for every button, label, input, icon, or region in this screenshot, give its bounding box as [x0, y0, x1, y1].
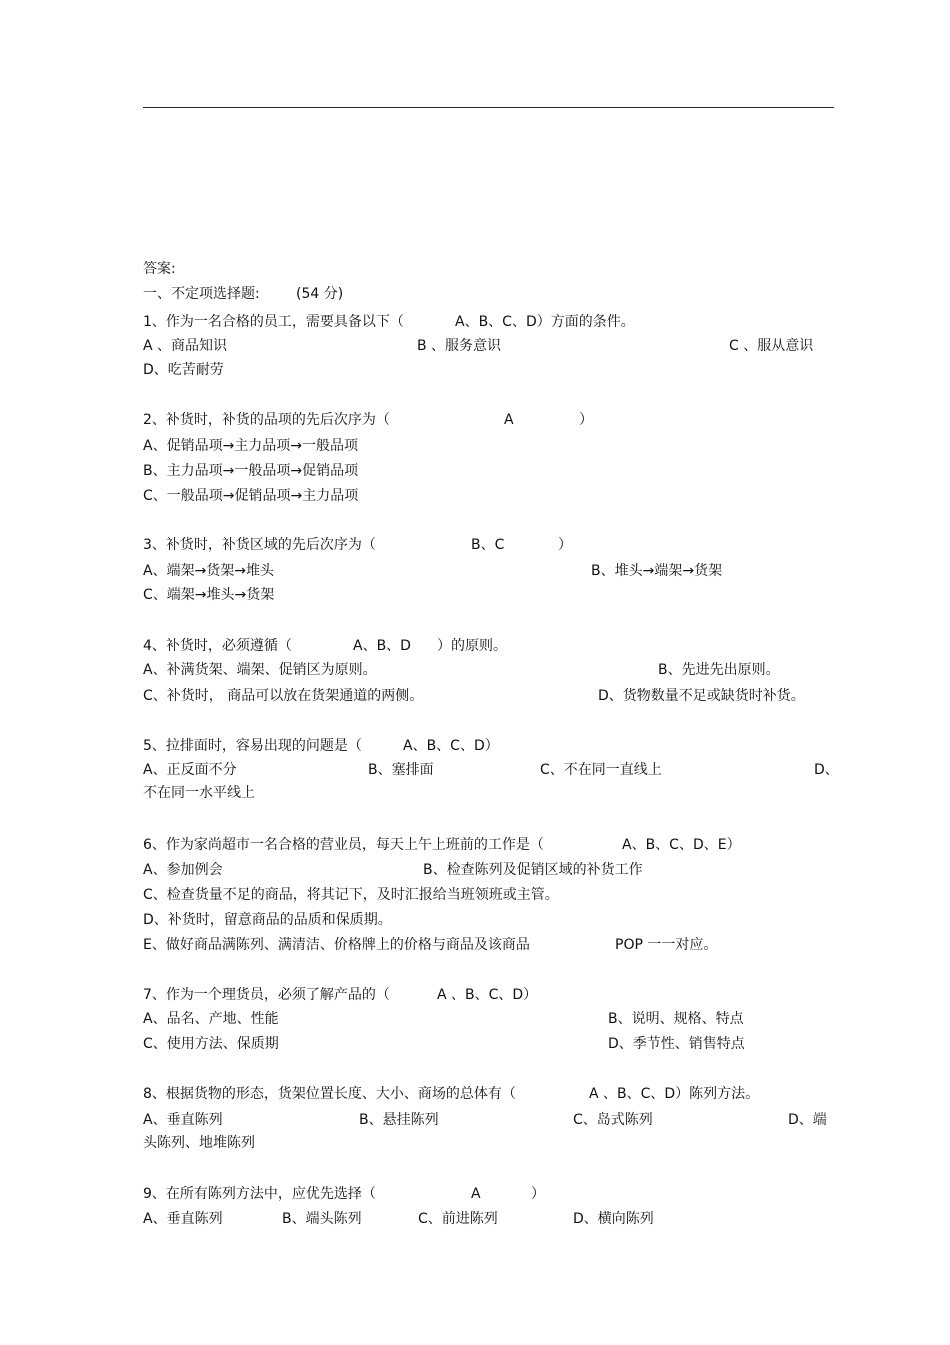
question-5-option-d-continued: 不在同一水平线上	[143, 785, 255, 801]
question-7-option-b: B、说明、规格、特点	[608, 1011, 744, 1027]
question-6-stem: 6、作为家尚超市一名合格的营业员，每天上午上班前的工作是（	[143, 837, 544, 853]
question-7-option-d: D、季节性、销售特点	[608, 1036, 745, 1052]
question-1-option-c: C 、服从意识	[729, 338, 814, 354]
question-8-stem: 8、根据货物的形态，货架位置长度、大小、商场的总体有（	[143, 1086, 516, 1102]
question-2-stem: 2、补货时，补货的品项的先后次序为（	[143, 412, 390, 428]
question-8-option-d: D、端	[788, 1112, 827, 1128]
question-2-option-a: A、促销品项→主力品项→一般品项	[143, 438, 359, 454]
question-2-option-c: C、一般品项→促销品项→主力品项	[143, 488, 359, 504]
question-5-stem: 5、拉排面时，容易出现的问题是（	[143, 738, 362, 754]
section-title: 一、不定项选择题:	[143, 286, 260, 302]
question-9-option-d: D、横向陈列	[573, 1211, 654, 1227]
question-9-option-a: A、垂直陈列	[143, 1211, 223, 1227]
question-6-option-d: D、补货时，留意商品的品质和保质期。	[143, 912, 392, 928]
question-2-option-b: B、主力品项→一般品项→促销品项	[143, 463, 359, 479]
question-4-option-b: B、先进先出原则。	[658, 662, 780, 678]
question-8-option-b: B、悬挂陈列	[359, 1112, 439, 1128]
header-rule	[143, 107, 834, 108]
question-4-stem: 4、补货时，必须遵循（	[143, 638, 292, 654]
question-6-option-b: B、检查陈列及促销区域的补货工作	[423, 862, 643, 878]
question-8-option-c: C、岛式陈列	[573, 1112, 653, 1128]
question-9-answer: A	[471, 1186, 481, 1202]
question-5-option-a: A、正反面不分	[143, 762, 237, 778]
question-2-answer: A	[504, 412, 514, 428]
question-7-stem: 7、作为一个理货员，必须了解产品的（	[143, 987, 390, 1003]
question-5-answer: A、B、C、D）	[403, 738, 499, 754]
question-6-answer: A、B、C、D、E）	[622, 837, 741, 853]
question-3-answer: B、C	[471, 537, 505, 553]
question-6-option-e-pop: POP 一一对应。	[615, 937, 718, 953]
question-3-option-a: A、端架→货架→堆头	[143, 563, 275, 579]
question-5-option-b: B、塞排面	[368, 762, 434, 778]
question-6-option-c: C、检查货量不足的商品，将其记下，及时汇报给当班领班或主管。	[143, 887, 559, 903]
question-1-stem: 1、作为一名合格的员工，需要具备以下（	[143, 314, 404, 330]
question-1-option-b: B 、服务意识	[417, 338, 502, 354]
question-5-option-c: C、不在同一直线上	[540, 762, 662, 778]
question-4-option-a: A、补满货架、端架、促销区为原则。	[143, 662, 377, 678]
question-7-option-a: A、品名、产地、性能	[143, 1011, 279, 1027]
question-7-option-c: C、使用方法、保质期	[143, 1036, 279, 1052]
question-4-option-d: D、货物数量不足或缺货时补货。	[598, 688, 805, 704]
question-3-stem: 3、补货时，补货区域的先后次序为（	[143, 537, 376, 553]
question-1-answer: A、B、C、D）方面的条件。	[455, 314, 635, 330]
question-9-close: ）	[531, 1186, 545, 1202]
question-3-option-b: B、堆头→端架→货架	[591, 563, 723, 579]
answer-label: 答案:	[143, 261, 176, 277]
question-2-close: ）	[579, 412, 593, 428]
question-4-option-c: C、补货时， 商品可以放在货架通道的两侧。	[143, 688, 424, 704]
question-8-option-a: A、垂直陈列	[143, 1112, 223, 1128]
section-score: (54 分)	[296, 286, 344, 302]
question-3-option-c: C、端架→堆头→货架	[143, 587, 275, 603]
question-1-option-d: D、吃苦耐劳	[143, 362, 224, 378]
question-9-stem: 9、在所有陈列方法中，应优先选择（	[143, 1186, 376, 1202]
question-8-answer: A 、B、C、D）陈列方法。	[589, 1086, 760, 1102]
question-6-option-e: E、做好商品满陈列、满清洁、价格牌上的价格与商品及该商品	[143, 937, 530, 953]
question-1-option-a: A 、商品知识	[143, 338, 228, 354]
question-3-close: ）	[558, 537, 572, 553]
question-4-close: ）的原则。	[437, 638, 507, 654]
question-5-option-d: D、	[814, 762, 839, 778]
question-6-option-a: A、参加例会	[143, 862, 223, 878]
question-4-answer: A、B、D	[353, 638, 411, 654]
question-9-option-b: B、端头陈列	[282, 1211, 362, 1227]
question-7-answer: A 、B、C、D）	[437, 987, 538, 1003]
question-9-option-c: C、前进陈列	[418, 1211, 498, 1227]
question-8-option-d-continued: 头陈列、地堆陈列	[143, 1135, 255, 1151]
